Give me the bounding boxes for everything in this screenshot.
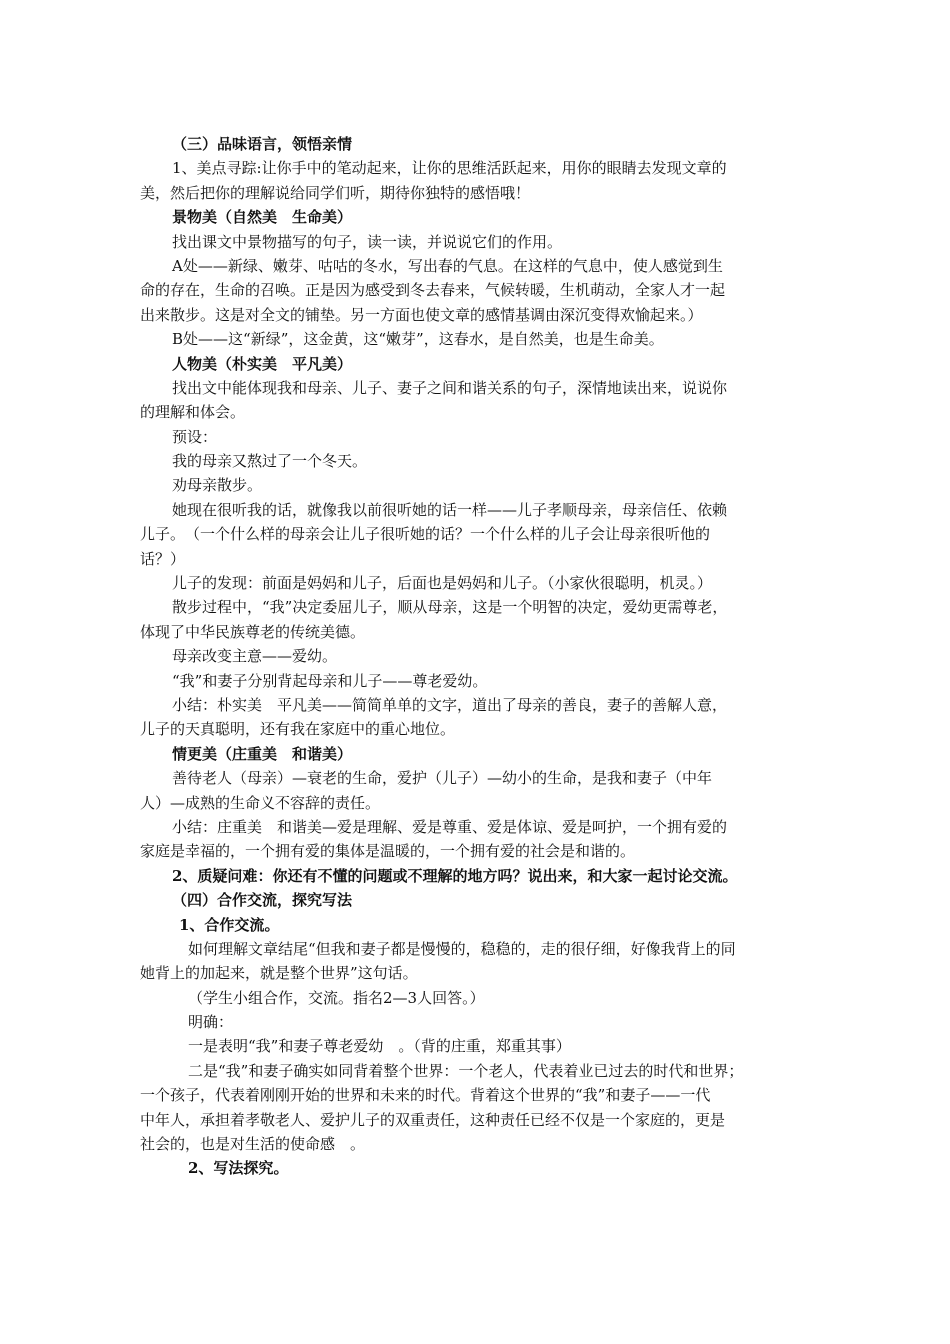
paragraph-line: 预设： (172, 427, 218, 446)
paragraph-line: 找出文中能体现我和母亲、儿子、妻子之间和谐关系的句子，深情地读出来，说说你 (172, 378, 728, 397)
paragraph-line: 我的母亲又熬过了一个冬天。 (172, 452, 368, 471)
paragraph-line: 一个孩子，代表着刚刚开始的世界和未来的时代。背着这个世界的“我”和妻子——一代 (140, 1086, 711, 1105)
section-heading-4: （四）合作交流，探究写法 (172, 891, 353, 910)
paragraph-line: 小结：庄重美 和谐美—爱是理解、爱是尊重、爱是体谅、爱是呵护，一个拥有爱的 (172, 817, 728, 836)
paragraph-line: 儿子。 （一个什么样的母亲会让儿子很听她的话？一个什么样的儿子会让母亲很听他的 (140, 525, 711, 544)
paragraph-line: 一是表明“我”和妻子尊老爱幼 。（背的庄重，郑重其事） (188, 1037, 571, 1056)
paragraph-line: “我”和妻子分别背起母亲和儿子——尊老爱幼。 (172, 671, 488, 690)
paragraph-line: 找出课文中景物描写的句子，读一读，并说说它们的作用。 (172, 232, 563, 251)
paragraph-line: 劝母亲散步。 (172, 476, 263, 495)
section-heading-3: （三）品味语言，领悟亲情 (172, 135, 353, 153)
subheading-emotion: 情更美（庄重美 和谐美） (172, 744, 353, 763)
paragraph-line: 出来散步。这是对全文的铺垫。另一方面也使文章的感情基调由深沉变得欢愉起来。） (140, 305, 703, 324)
paragraph-line: 的理解和体会。 (140, 403, 246, 422)
paragraph-line: 体现了中华民族尊老的传统美德。 (140, 622, 366, 641)
paragraph-line: 她背上的加起来，就是整个世界”这句话。 (140, 964, 418, 983)
paragraph-line: 话？） (140, 549, 186, 568)
subheading-scenery: 景物美（自然美 生命美） (172, 208, 353, 227)
paragraph-line: 人）—成熟的生命义不容辞的责任。 (140, 793, 381, 812)
paragraph-line: 小结：朴实美 平凡美——简简单单的文字，道出了母亲的善良，妻子的善解人意， (172, 695, 728, 714)
paragraph-line: 母亲改变主意——爱幼。 (172, 647, 338, 666)
paragraph-line: 家庭是幸福的，一个拥有爱的集体是温暖的，一个拥有爱的社会是和谐的。 (140, 842, 636, 861)
document-body (140, 132, 812, 1181)
subheading-cooperation: 1、合作交流。 (179, 915, 280, 934)
paragraph-line: 1、美点寻踪:让你手中的笔动起来，让你的思维活跃起来，用你的眼睛去发现文章的 (172, 159, 727, 178)
paragraph-line: 她现在很听我的话，就像我以前很听她的话一样——儿子孝顺母亲，母亲信任、依赖 (172, 500, 728, 519)
paragraph-line: 命的存在，生命的召唤。正是因为感受到冬去春来，气候转暖，生机萌动，全家人才一起 (140, 281, 726, 300)
paragraph-line: 中年人，承担着孝敬老人、爱护儿子的双重责任，这种责任已经不仅是一个家庭的，更是 (140, 1110, 726, 1129)
paragraph-line: B处——这“新绿”，这金黄，这“嫩芽”，这春水，是自然美，也是生命美。 (172, 330, 664, 349)
paragraph-line: 儿子的发现：前面是妈妈和儿子，后面也是妈妈和儿子。（小家伙很聪明，机灵。） (172, 574, 713, 593)
question-heading: 2、质疑问难：你还有不懂的问题或不理解的地方吗？说出来，和大家一起讨论交流。 (172, 866, 738, 885)
paragraph-line: 散步过程中，“我”决定委屈儿子，顺从母亲，这是一个明智的决定，爱幼更需尊老， (172, 598, 728, 617)
paragraph-line: 明确： (188, 1013, 234, 1032)
paragraph-line: 二是“我”和妻子确实如同背着整个世界：一个老人，代表着业已过去的时代和世界； (188, 1061, 744, 1080)
paragraph-line: 社会的，也是对生活的使命感 。 (140, 1135, 366, 1154)
paragraph-line: （学生小组合作，交流。指名2—3人回答。） (188, 988, 485, 1007)
paragraph-line: 儿子的天真聪明，还有我在家庭中的重心地位。 (140, 720, 456, 739)
paragraph-line: A处——新绿、嫩芽、咕咕的冬水，写出春的气息。在这样的气息中，使人感觉到生 (172, 256, 723, 275)
paragraph-line: 善待老人（母亲）—衰老的生命，爱护（儿子）—幼小的生命，是我和妻子（中年 (172, 769, 713, 788)
paragraph-line: 美，然后把你的理解说给同学们听，期待你独特的感悟哦！ (140, 183, 531, 202)
subheading-characters: 人物美（朴实美 平凡美） (172, 354, 353, 373)
subheading-writing: 2、写法探究。 (188, 1159, 289, 1178)
paragraph-line: 如何理解文章结尾“但我和妻子都是慢慢的，稳稳的，走的很仔细，好像我背上的同 (188, 939, 736, 958)
